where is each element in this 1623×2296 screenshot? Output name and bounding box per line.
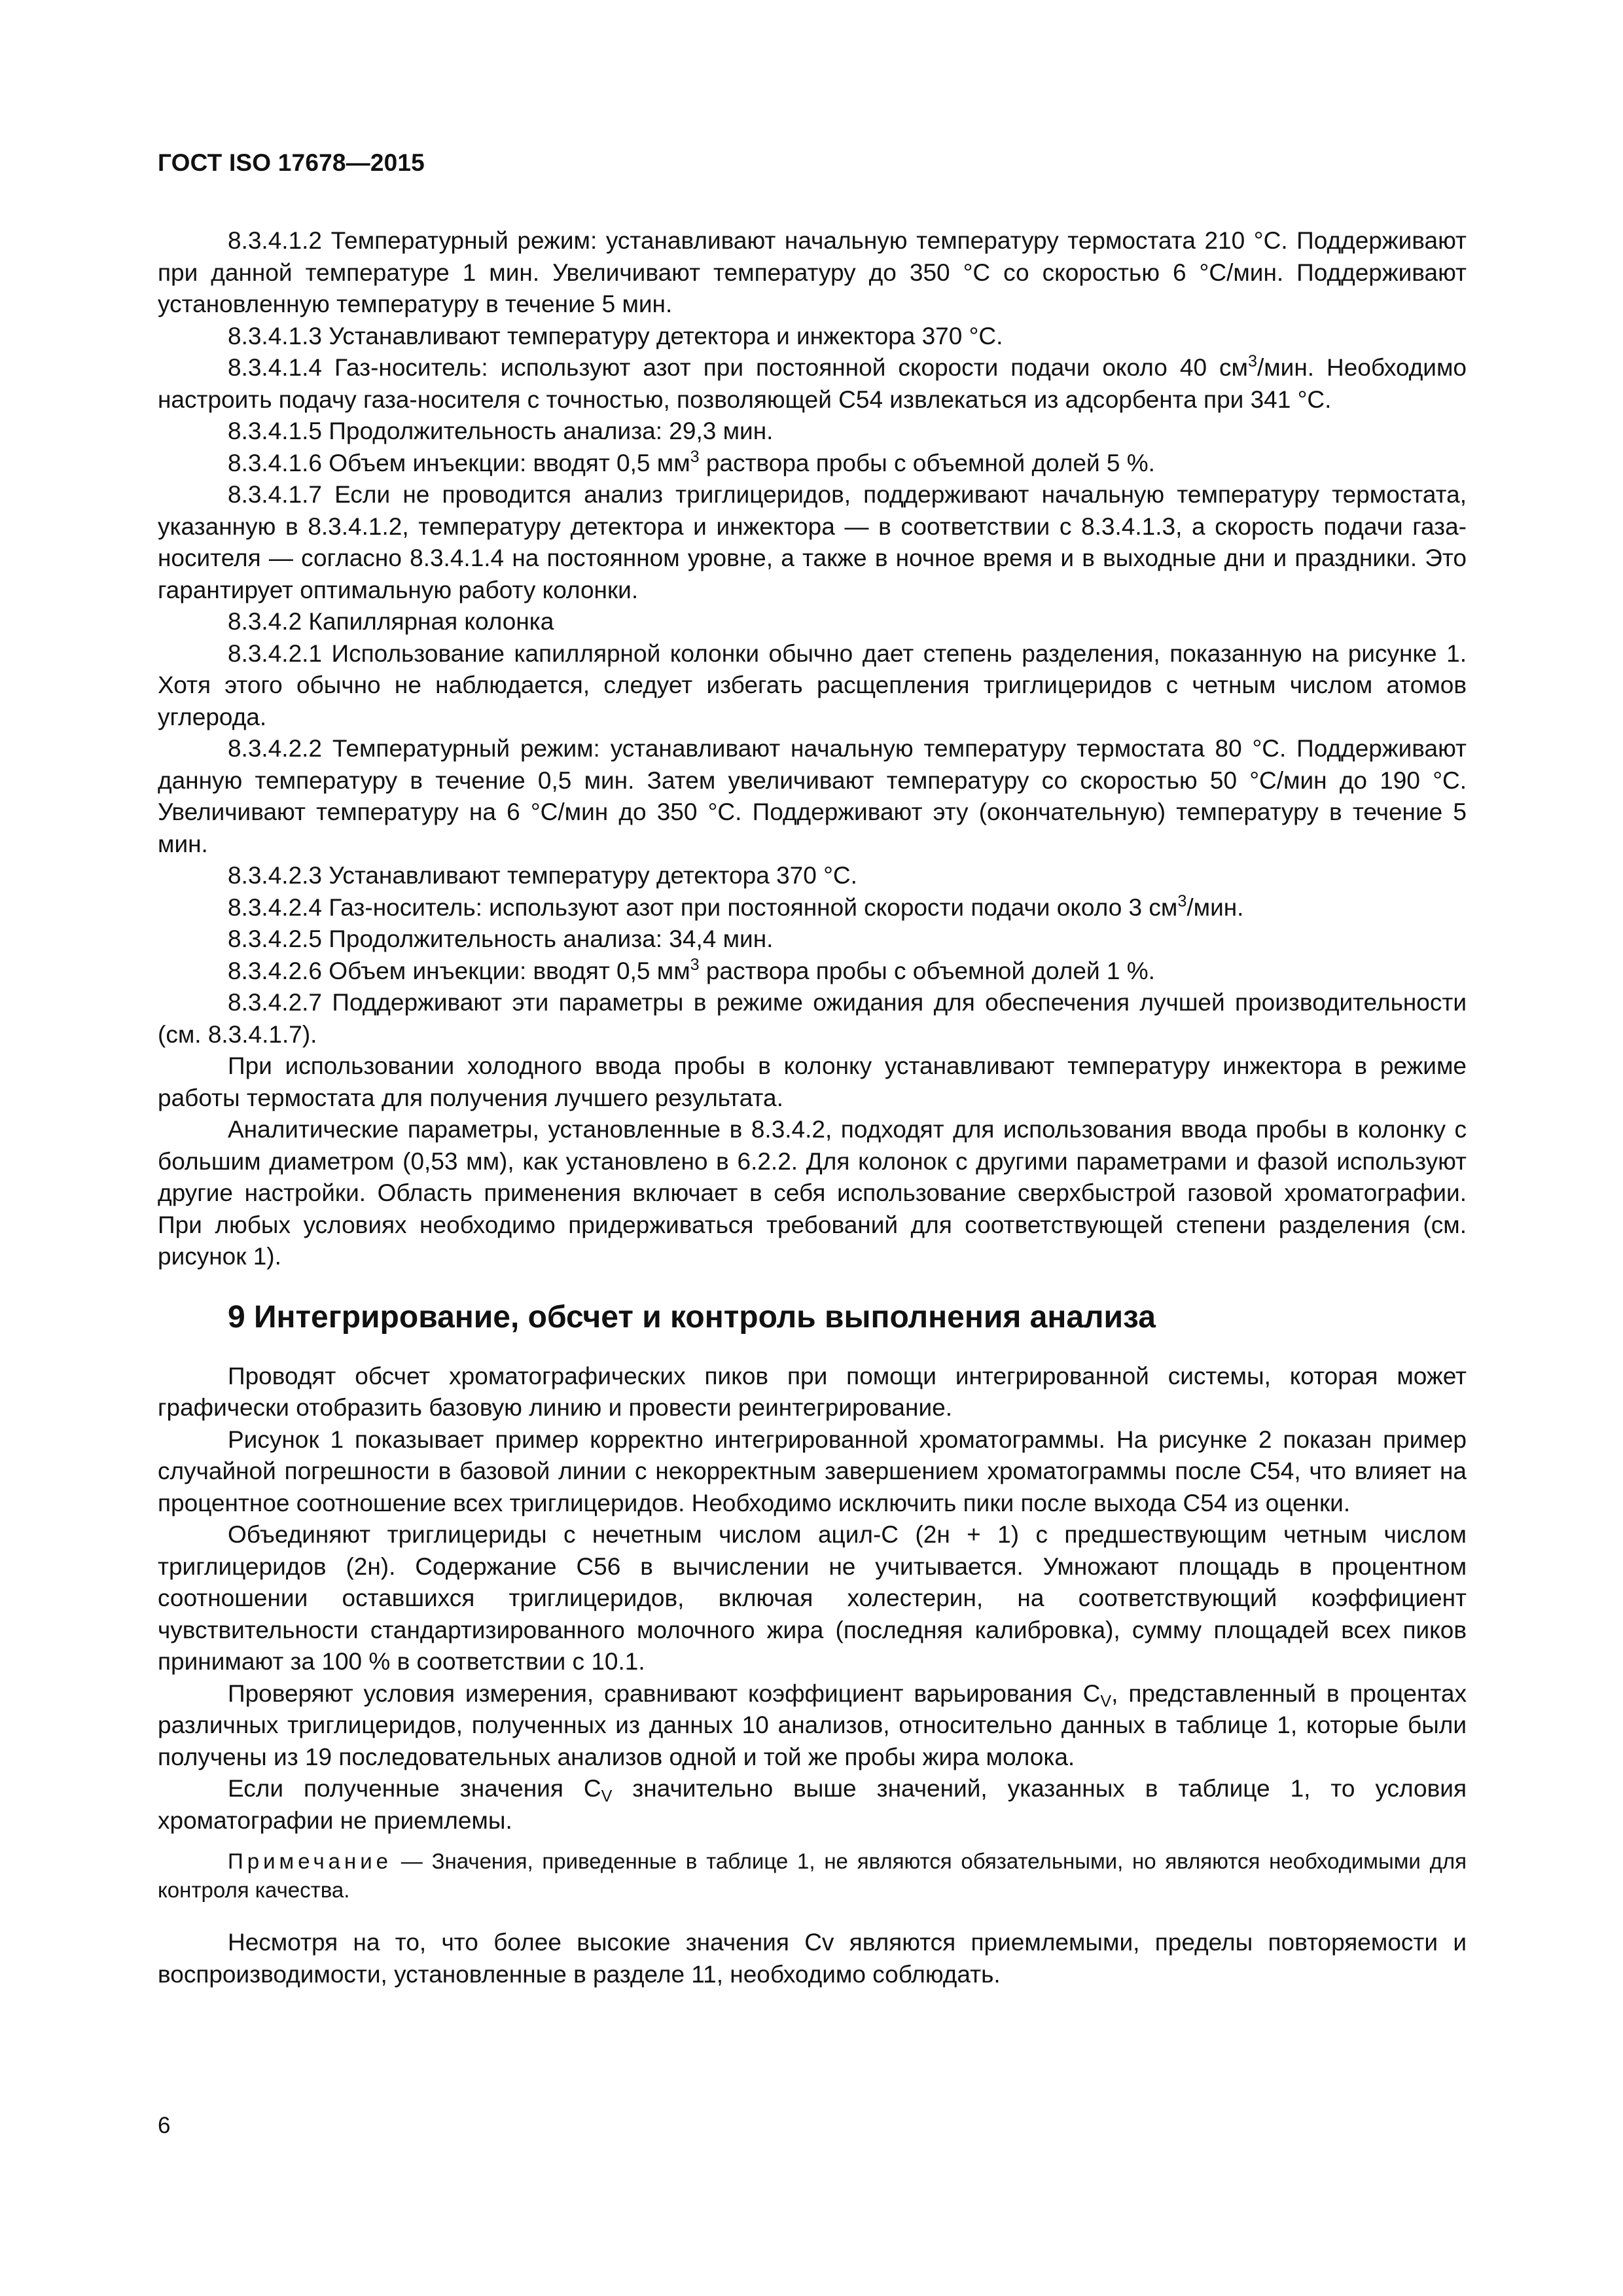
text-run: /мин. Необходимо настроить подачу газа-носителя с точностью, позволяющей С54 извлекаться из адсорбента при 341 °С.: [158, 354, 1467, 413]
text-run: раствора пробы с объемной долей 5 %.: [699, 449, 1155, 476]
text-run: 8.3.4.2.4 Газ-носитель: используют азот при постоянной скорости подачи около 3 см: [228, 893, 1178, 921]
paragraph: 8.3.4.2 Капиллярная колонка: [228, 608, 554, 635]
text-run: 8.3.4.1.6 Объем инъекции: вводят 0,5 мм: [228, 449, 690, 476]
text-run: 8.3.4.1.4 Газ-носитель: используют азот при постоянной скорости подачи около 40 см: [228, 354, 1248, 381]
text-run: значительно выше значений, указанных в таблице 1, то условия хроматографии не приемлемы.: [158, 1775, 1467, 1834]
paragraph: [158, 956, 1467, 988]
superscript: 3: [690, 955, 700, 974]
paragraph: 8.3.4.1.7 Если не проводится анализ триглицеридов, поддерживают начальную температуру термостата, указанную в 8.3.4.1.2, температуру детектора и инжектора — в соответствии с 8.3.4.1.3, а скорость подачи газа-носителя — согласно 8.3.4.1.4 на постоянном уровне, а также в ночное время и в выходные дни и праздники. Это гарантирует оптимальную работу колонки.: [158, 481, 1467, 603]
note: [158, 1847, 1467, 1905]
paragraph: [158, 1678, 1467, 1774]
text-run: Проверяют условия измерения, сравнивают коэффициент варьирования С: [228, 1679, 1101, 1707]
paragraph: 8.3.4.1.5 Продолжительность анализа: 29,3 мин.: [228, 418, 774, 444]
text-run: раствора пробы с объемной долей 1 %.: [699, 957, 1155, 984]
paragraph: При использовании холодного ввода пробы в колонку устанавливают температуру инжектора в режиме работы термостата для получения лучшего результата.: [158, 1052, 1467, 1111]
superscript: 3: [690, 447, 700, 466]
paragraph: [158, 1773, 1467, 1837]
paragraph: 8.3.4.1.2 Температурный режим: устанавливают начальную температуру термостата 210 °С. Поддерживают при данной температуре 1 мин. Увеличивают температуру до 350 °С со скоростью 6 °С/мин. Поддерживают установленную температуру в течение 5 мин.: [158, 227, 1467, 317]
subscript: V: [601, 1787, 613, 1806]
paragraph: 8.3.4.1.3 Устанавливают температуру детектора и инжектора 370 °С.: [228, 322, 1003, 350]
paragraph: Объединяют триглицериды с нечетным числом ацил-С (2н + 1) с предшествующим четным числом триглицеридов (2н). Содержание С56 в вычислении не учитывается. Умножают площадь в процентном соотношении оставшихся триглицеридов, включая холестерин, на соответствующий коэффициент чувствительности стандартизированного молочного жира (последняя калибровка), сумму площадей всех пиков принимают за 100 % в соответствии с 10.1.: [158, 1521, 1467, 1675]
paragraph: 8.3.4.2.1 Использование капиллярной колонки обычно дает степень разделения, показанную на рисунке 1. Хотя этого обычно не наблюдается, следует избегать расщепления триглицеридов с четным числом атомов углерода.: [158, 639, 1467, 730]
paragraph: 8.3.4.2.2 Температурный режим: устанавливают начальную температуру термостата 80 °С. Поддерживают данную температуру в течение 0,5 мин. Затем увеличивают температуру со скоростью 50 °С/мин до 190 °С. Увеличивают температуру на 6 °С/мин до 350 °С. Поддерживают эту (окончательную) температуру в течение 5 мин.: [158, 735, 1467, 857]
paragraph: [158, 448, 1467, 480]
paragraph: Несмотря на то, что более высокие значения Cv являются приемлемыми, пределы повторяемости и воспроизводимости, установленные в разделе 11, необходимо соблюдать.: [158, 1929, 1467, 1988]
page-number: 6: [158, 2113, 171, 2138]
paragraph: [158, 352, 1467, 416]
text-run: , представленный в процентах различных триглицеридов, полученных из данных 10 анализов, относительно данных в таблице 1, которые были получены из 19 последовательных анализов одной и той же пробы жира молока.: [158, 1679, 1467, 1770]
text-run: Если полученные значения С: [228, 1775, 601, 1802]
superscript: 3: [1247, 352, 1257, 371]
subscript: V: [1100, 1692, 1112, 1711]
paragraph: 8.3.4.2.5 Продолжительность анализа: 34,4 мин.: [228, 925, 774, 952]
paragraph: Рисунок 1 показывает пример корректно интегрированной хроматограммы. На рисунке 2 показан пример случайной погрешности в базовой линии с некорректным завершением хроматограммы после С54, что влияет на процентное соотношение всех триглицеридов. Необходимо исключить пики после выхода С54 из оценки.: [158, 1426, 1467, 1516]
paragraph: Аналитические параметры, установленные в 8.3.4.2, подходят для использования ввода пробы в колонку с большим диаметром (0,53 мм), как установлено в 6.2.2. Для колонок с другими параметрами и фазой используют другие настройки. Область применения включает в себя использование сверхбыстрой газовой хроматографии. При любых условиях необходимо придерживаться требований для соответствующей степени разделения (см. рисунок 1).: [158, 1116, 1467, 1270]
note-label: Примечание: [228, 1849, 393, 1873]
paragraph: [158, 892, 1467, 924]
paragraph: 8.3.4.2.7 Поддерживают эти параметры в режиме ожидания для обеспечения лучшей производительности (см. 8.3.4.1.7).: [158, 989, 1467, 1048]
note-text: — Значения, приведенные в таблице 1, не являются обязательными, но являются необходимыми для контроля качества.: [158, 1849, 1467, 1902]
text-run: /мин.: [1186, 893, 1244, 921]
paragraph: 8.3.4.2.3 Устанавливают температуру детектора 370 °С.: [228, 862, 857, 889]
document-body: [158, 225, 1467, 1990]
superscript: 3: [1177, 891, 1187, 910]
text-run: 8.3.4.2.6 Объем инъекции: вводят 0,5 мм: [228, 957, 690, 984]
section-heading: 9 Интегрирование, обсчет и контроль выполнения анализа: [228, 1299, 1156, 1335]
standard-code-header: ГОСТ ISO 17678—2015: [158, 149, 425, 176]
paragraph: Проводят обсчет хроматографических пиков при помощи интегрированной системы, которая может графически отобразить базовую линию и провести реинтегрирование.: [158, 1362, 1467, 1421]
